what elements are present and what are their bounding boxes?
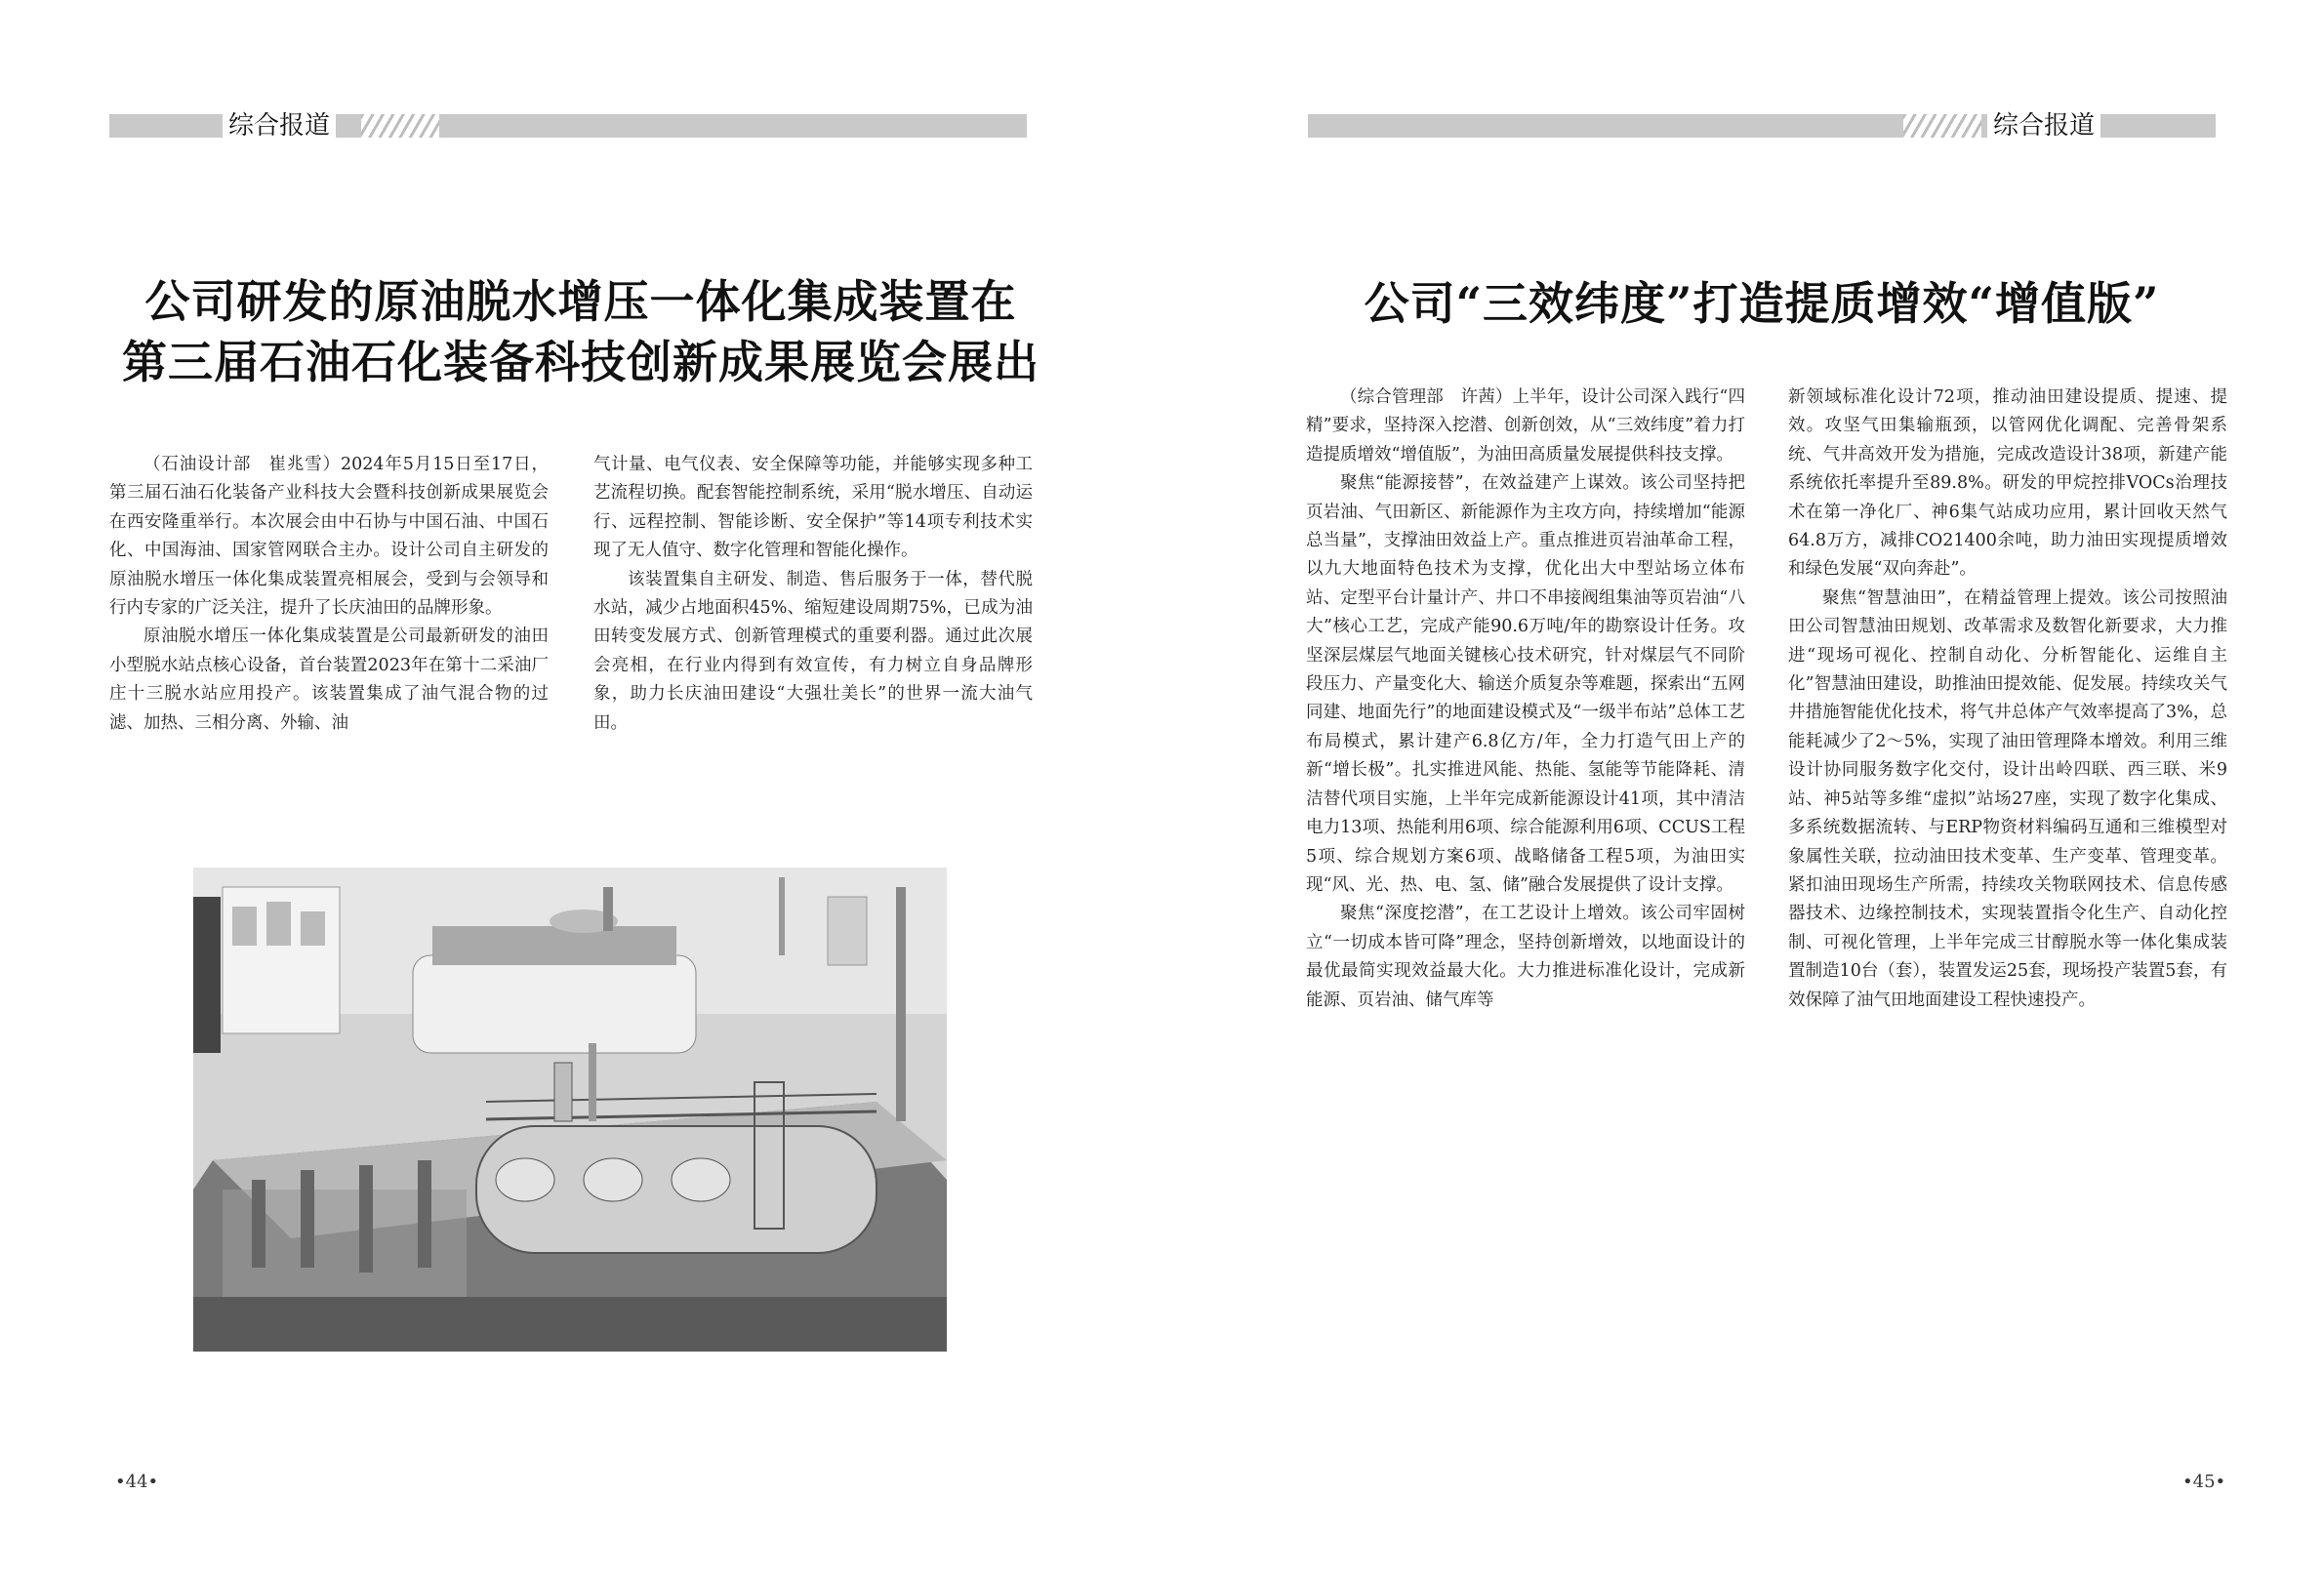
paragraph: 气计量、电气仪表、安全保障等功能，并能够实现多种工艺流程切换。配套智能控制系统，采用“脱水增压、自动运行、远程控制、智能诊断、安全保护”等14项专利技术实现了无人值守、数字化管理和智能化操作。 xyxy=(593,455,1033,561)
paragraph: 聚焦“深度挖潜”，在工艺设计上增效。该公司牢固树立“一切成本皆可降”理念，坚持创新增效，以地面设计的最优最简实现效益最大化。大力推进标准化设计，完成新能源、页岩油、储气库等 xyxy=(1306,904,1745,1010)
equipment-photo xyxy=(193,868,947,1352)
section-header-stripes xyxy=(361,114,439,138)
article-title-line-2: 第三届石油石化装备科技创新成果展览会展出 xyxy=(122,336,1040,388)
article-column-1 xyxy=(109,451,549,738)
article-column-2 xyxy=(593,451,1033,738)
article-title: 公司“三效纬度”打造提质增效“增值版” xyxy=(1364,277,2160,330)
paragraph: 聚焦“智慧油田”，在精益管理上提效。该公司按照油田公司智慧油田规划、改革需求及数智化新要求，大力推进“现场可视化、控制自动化、分析智能化、运维自主化”智慧油田建设，助推油田提效能、促发展。持续攻关气井措施智能优化技术，将气井总体产气效率提高了3%，总能耗减少了2～5%，实现了油田管理降本增效。利用三维设计协同服务数字化交付，设计出岭四联、西三联、米9站、神5站等多维“虚拟”站场27座，实现了数字化集成、多系统数据流转、与ERP物资材料编码互通和三维模型对象属性关联，拉动油田技术变革、生产变革、管理变革。紧扣油田现场生产所需，持续攻关物联网技术、信息传感器技术、边缘控制技术，实现装置指令化生产、自动化控制、可视化管理，上半年完成三甘醇脱水等一体化集成装置制造10台（套），装置发运25套，现场投产装置5套，有效保障了油气田地面建设工程快速投产。 xyxy=(1788,587,2227,1010)
section-label: 综合报道 xyxy=(1987,109,2100,142)
paragraph: 原油脱水增压一体化集成装置是公司最新研发的油田小型脱水站点核心设备，首台装置2023年在第十二采油厂庄十三脱水站应用投产。该装置集成了油气混合物的过滤、加热、三相分离、外输、油 xyxy=(109,626,549,733)
article-title xyxy=(88,271,1074,392)
paragraph: 新领域标准化设计72项，推动油田建设提质、提速、提效。攻坚气田集输瓶颈，以管网优化调配、完善骨架系统、气井高效开发为措施，完成改造设计38项，新建产能系统依托率提升至89.8%。研发的甲烷控排VOCs治理技术在第一净化厂、神6集气站成功应用，累计回收天然气64.8万方，减排CO21400余吨，助力油田实现提质增效和绿色发展“双向奔赴”。 xyxy=(1788,387,2227,580)
right-page xyxy=(1162,0,2324,1576)
section-label: 综合报道 xyxy=(223,109,336,142)
page-number: •44• xyxy=(115,1472,159,1492)
page-number: •45• xyxy=(2182,1472,2226,1492)
paragraph: （石油设计部 崔兆雪）2024年5月15日至17日，第三届石油石化装备产业科技大会暨科技创新成果展览会在西安隆重举行。本次展会由中石协与中国石油、中国石化、中国海油、国家管网联合主办。设计公司自主研发的原油脱水增压一体化集成装置亮相展会，受到与会领导和行内专家的广泛关注，提升了长庆油田的品牌形象。 xyxy=(109,455,549,619)
paragraph: （综合管理部 许茜）上半年，设计公司深入践行“四精”要求，坚持深入挖潜、创新创效，从“三效纬度”着力打造提质增效“增值版”，为油田高质量发展提供科技支撑。 xyxy=(1306,387,1745,465)
article-title-line-1: 公司研发的原油脱水增压一体化集成装置在 xyxy=(144,275,1017,328)
equipment-illustration xyxy=(193,868,947,1352)
article-column-2 xyxy=(1788,384,2227,1015)
paragraph: 聚焦“能源接替”，在效益建产上谋效。该公司坚持把页岩油、气田新区、新能源作为主攻方向，持续增加“能源总当量”，支撑油田效益上产。重点推进页岩油革命工程，以九大地面特色技术为支撑，优化出大中型站场立体布站、定型平台计量计产、井口不串接阀组集油等页岩油“八大”核心工艺，完成产能90.6万吨/年的勘察设计任务。攻坚深层煤层气地面关键核心技术研究，针对煤层气不同阶段压力、产量变化大、输送介质复杂等难题，探索出“五网同建、地面先行”的地面建设模式及“一级半布站”总体工艺布局模式，累计建产6.8亿方/年，全力打造气田上产的新“增长极”。扎实推进风能、热能、氢能等节能降耗、清洁替代项目实施，上半年完成新能源设计41项，其中清洁电力13项、热能利用6项、综合能源利用6项、CCUS工程5项、综合规划方案6项、战略储备工程5项，为油田实现“风、光、热、电、氢、储”融合发展提供了设计支撑。 xyxy=(1306,473,1745,895)
article-column-1 xyxy=(1306,384,1745,1015)
section-header-stripes xyxy=(1903,114,1981,138)
paragraph: 该装置集自主研发、制造、售后服务于一体，替代脱水站，减少占地面积45%、缩短建设周期75%，已成为油田转变发展方式、创新管理模式的重要利器。通过此次展会亮相，在行业内得到有效宣传，有力树立自身品牌形象，助力长庆油田建设“大强壮美长”的世界一流大油气田。 xyxy=(593,569,1033,733)
